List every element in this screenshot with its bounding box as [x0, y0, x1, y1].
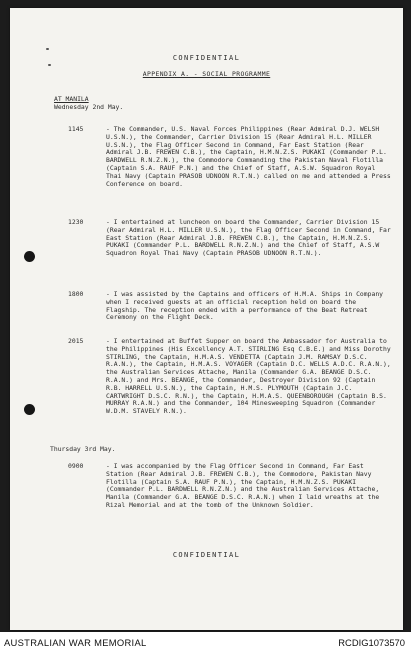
- entry-text: - I entertained at Buffet Supper on board the Ambassador for Australia to the Philippines (His Excellency A.T. STIRLING Esq C.B.E.) and Miss Dorothy STIRLING, the Captain, H.M.A.S. VENDETTA (Captain J.M. RAMSAY D.S.C. R.A.N.), the Captain, H.M.A.S. VOYAGER (Captain D.C. WELLS A.D.C. R.A.N.), the Australian Services Attache, Manila (Commander G.A. BEANGE D.S.C. R.A.N.) and Mrs. BEANGE, the Commander, Destroyer Division 92 (Captain R.B. HARRELL U.S.N.), the Captain, H.M.S. PLYMOUTH (Captain J.C. CARTWRIGHT D.S.C. R.N.), the Captain, H.M.A.S. QUEENBOROUGH (Captain B.S. MURRAY R.A.N.) and the Commander, 104 Minesweeping Squadron (Commander W.D.M. STAVELY R.N.).: [106, 337, 391, 416]
- entry-text: - I was accompanied by the Flag Officer Second in Command, Far East Station (Rear Admiral J.B. FREWEN C.B.), the Commodore, Pakistan Navy Flotilla (Captain S.A. RAUF P.N.), the Captain, H.M.N.Z.S. PUKAKI (Commander P.L. BARDWELL R.N.Z.N.) and the Australian Services Attache, Manila (Commander G.A. BEANGE D.S.C. R.A.N.) when I laid wreaths at the Rizal Memorial and at the tomb of the Unknown Soldier.: [106, 462, 380, 509]
- document-page: [10, 8, 403, 630]
- date-heading: Thursday 3rd May.: [50, 445, 116, 453]
- location-heading: AT MANILA: [54, 95, 89, 103]
- entry-time: 1145: [68, 125, 84, 133]
- entry-text: - I was assisted by the Captains and officers of H.M.A. Ships in Company when I received guests at an official reception held on board the Flagship. The reception ended with a performance of the Beat Retreat Ceremony on the Flight Deck.: [106, 290, 384, 322]
- paper-mark: [48, 64, 51, 66]
- entry-time: 1800: [68, 290, 84, 298]
- entry-time: 1230: [68, 218, 84, 226]
- punch-hole: [24, 404, 35, 415]
- entry-time: 2015: [68, 337, 84, 345]
- record-reference: RCDIG1073570: [338, 637, 405, 648]
- institution-name: AUSTRALIAN WAR MEMORIAL: [4, 637, 147, 648]
- document-heading: CONFIDENTIAL: [172, 54, 241, 62]
- date-heading: Wednesday 2nd May.: [54, 103, 124, 111]
- entry-text: - The Commander, U.S. Naval Forces Philippines (Rear Admiral D.J. WELSH U.S.N.), the Commander, Carrier Division 15 (Rear Admiral H.L. MILLER U.S.N.), the Flag Officer Second in Command, Far East Station (Rear Admiral J.B. FREWEN C.B.), the Captain, H.M.N.Z.S. PUKAKI (Commander P.L. BARDWELL R.N.Z.N.), the Commodore Commanding the Pakistan Naval Flotilla (Captain S.A. RAUF P.N.) and the Chief of Staff, A.S.W. Squadron Royal Thai Navy (Captain PRASOB UDNOON R.T.N.) called on me and attended a Press Conference on board.: [106, 125, 391, 188]
- archive-footer-bar: [0, 632, 411, 653]
- appendix-title: APPENDIX A. - SOCIAL PROGRAMME: [142, 70, 271, 78]
- entry-time: 0900: [68, 462, 84, 470]
- paper-mark: [46, 48, 49, 50]
- punch-hole: [24, 251, 35, 262]
- entry-text: - I entertained at luncheon on board the Commander, Carrier Division 15 (Rear Admiral H.L. MILLER U.S.N.), the Flag Officer Second in Command, Far East Station (Rear Admiral J.B. FREWEN C.B.), the Captain, H.M.N.Z.S. PUKAKI (Commander P.L. BARDWELL R.N.Z.N.) and the Chief of Staff, A.S.W Squadron Royal Thai Navy (Captain PRASOB UDNOON R.T.N.).: [106, 218, 391, 258]
- document-footer-classification: CONFIDENTIAL: [172, 551, 241, 559]
